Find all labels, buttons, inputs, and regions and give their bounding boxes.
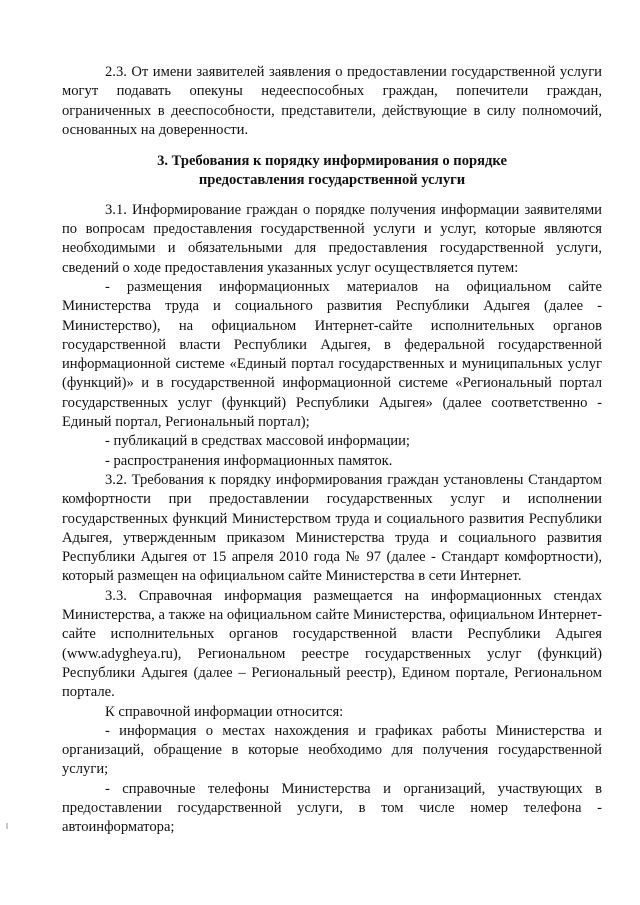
- section-3-heading-line-1: 3. Требования к порядку информирования о порядке: [157, 153, 507, 170]
- paragraph-2-3: 2.3. От имени заявителей заявления о предоставлении государственной услуги могут подавать опекуны недееспособных граждан, попечители граждан, ограниченных в дееспособности, представители, действующие в силу полномочий, основанных на доверенности.: [62, 64, 602, 138]
- paragraph-3-2: 3.2. Требования к порядку информирования граждан установлены Стандартом комфортности при предоставлении государственных услуг и исполнении государственных функций Министерством труда и социального развития Республики Адыгея, утвержденным приказом Министерства труда и социального развития Республики Адыгея от 15 апреля 2010 года № 97 (далее - Стандарт комфортности), который размещен на официальном сайте Министерства в сети Интернет.: [62, 471, 602, 585]
- reference-info-intro: К справочной информации относится:: [105, 703, 344, 720]
- list-item-phone-numbers: - справочные телефоны Министерства и организаций, участвующих в предоставлении государственной услуги, в том числе номер телефона - автоинформатора;: [62, 780, 602, 836]
- list-item-website-publication: - размещения информационных материалов на официальном сайте Министерства труда и социального развития Республики Адыгея (далее - Министерство), на официальном Интернет-сайте исполнительных органов государственной власти Республики Адыгея, в федеральной государственной информационной системе «Единый портал государственных и муниципальных услуг (функций)» и в государственной информационной системе «Региональный портал государственных услуг (функций) Республики Адыгея» (далее соответственно - Единый портал, Региональный портал);: [62, 278, 602, 431]
- document-body: [62, 63, 602, 838]
- paragraph-3-1: 3.1. Информирование граждан о порядке получения информации заявителями по вопросам предоставления государственной услуги и услуг, которые являются необходимыми и обязательными для предоставления государственной услуги, сведений о ходе предоставления указанных услуг осуществляется путем:: [62, 201, 602, 276]
- section-3-heading: [62, 140, 602, 201]
- scan-margin-mark: [6, 823, 8, 829]
- list-item-mass-media: - публикаций в средствах массовой информации;: [105, 433, 410, 450]
- list-item-leaflets: - распространения информационных памяток.: [105, 452, 393, 469]
- list-item-locations-schedules: - информация о местах нахождения и графиках работы Министерства и организаций, обращение в которые необходимо для получения государственной услуги;: [62, 722, 602, 778]
- section-3-heading-line-2: предоставления государственной услуги: [198, 172, 466, 189]
- paragraph-3-3: 3.3. Справочная информация размещается на информационных стендах Министерства, а также на официальном сайте Министерства, официальном Интернет-сайте исполнительных органов государственной власти Республики Адыгея (www.adygheya.ru), Региональном реестре государственных услуг (функций) Республики Адыгея (далее – Региональный реестр), Едином портале, Региональном портале.: [62, 587, 602, 701]
